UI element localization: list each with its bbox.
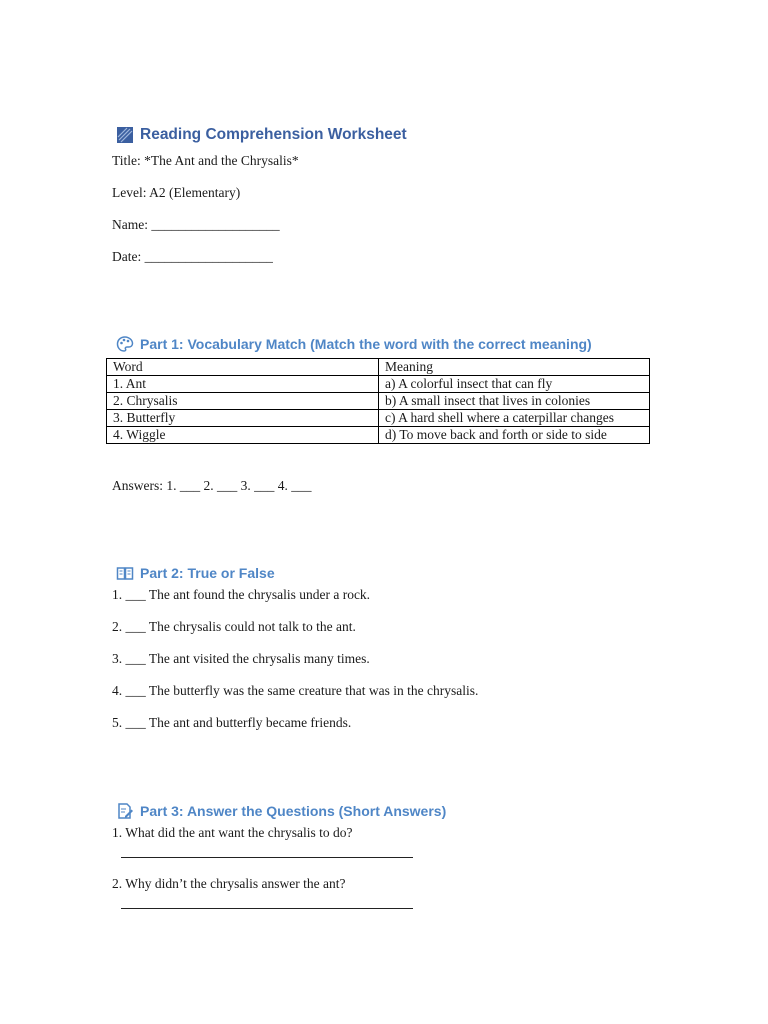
true-false-item[interactable]: 3. ___ The ant visited the chrysalis many times. [112, 651, 370, 666]
open-book-icon [116, 564, 134, 582]
true-false-item[interactable]: 1. ___ The ant found the chrysalis under a rock. [112, 587, 371, 602]
meaning-cell: c) A hard shell where a caterpillar changes [379, 410, 650, 427]
table-header-row [107, 359, 650, 376]
meaning-cell: b) A small insect that lives in colonies [379, 393, 650, 410]
meaning-cell: d) To move back and forth or side to side [379, 427, 650, 444]
true-false-item[interactable]: 2. ___ The chrysalis could not talk to the ant. [112, 619, 356, 634]
palette-icon [116, 335, 134, 353]
level-line: Level: A2 (Elementary) [112, 185, 241, 200]
vocabulary-table [106, 358, 650, 444]
word-cell: 3. Butterfly [107, 410, 379, 427]
question-2: 2. Why didn’t the chrysalis answer the ant? [112, 876, 346, 891]
meaning-cell: a) A colorful insect that can fly [379, 376, 650, 393]
edit-document-icon [116, 802, 134, 820]
answer-line-2[interactable] [121, 908, 413, 909]
part2-heading [116, 564, 275, 582]
table-row [107, 376, 650, 393]
word-cell: 1. Ant [107, 376, 379, 393]
date-field[interactable]: Date: ___________________ [112, 249, 273, 264]
worksheet-title-text: Reading Comprehension Worksheet [140, 126, 407, 143]
part1-heading-text: Part 1: Vocabulary Match (Match the word with the correct meaning) [140, 336, 592, 352]
notebook-icon [116, 126, 134, 144]
worksheet-title [116, 126, 407, 144]
table-row [107, 410, 650, 427]
answers-line[interactable]: Answers: 1. ___ 2. ___ 3. ___ 4. ___ [112, 478, 312, 493]
story-title-line: Title: *The Ant and the Chrysalis* [112, 153, 299, 168]
table-row [107, 427, 650, 444]
part2-heading-text: Part 2: True or False [140, 565, 275, 581]
answer-line-1[interactable] [121, 857, 413, 858]
part3-heading [116, 802, 446, 820]
true-false-item[interactable]: 4. ___ The butterfly was the same creature that was in the chrysalis. [112, 683, 479, 698]
question-1: 1. What did the ant want the chrysalis to do? [112, 825, 353, 840]
part3-heading-text: Part 3: Answer the Questions (Short Answers) [140, 803, 447, 819]
word-cell: 4. Wiggle [107, 427, 379, 444]
column-header-meaning: Meaning [379, 359, 650, 376]
true-false-item[interactable]: 5. ___ The ant and butterfly became friends. [112, 715, 352, 730]
column-header-word: Word [107, 359, 379, 376]
name-field[interactable]: Name: ___________________ [112, 217, 280, 232]
word-cell: 2. Chrysalis [107, 393, 379, 410]
part1-heading [116, 335, 592, 353]
table-row [107, 393, 650, 410]
